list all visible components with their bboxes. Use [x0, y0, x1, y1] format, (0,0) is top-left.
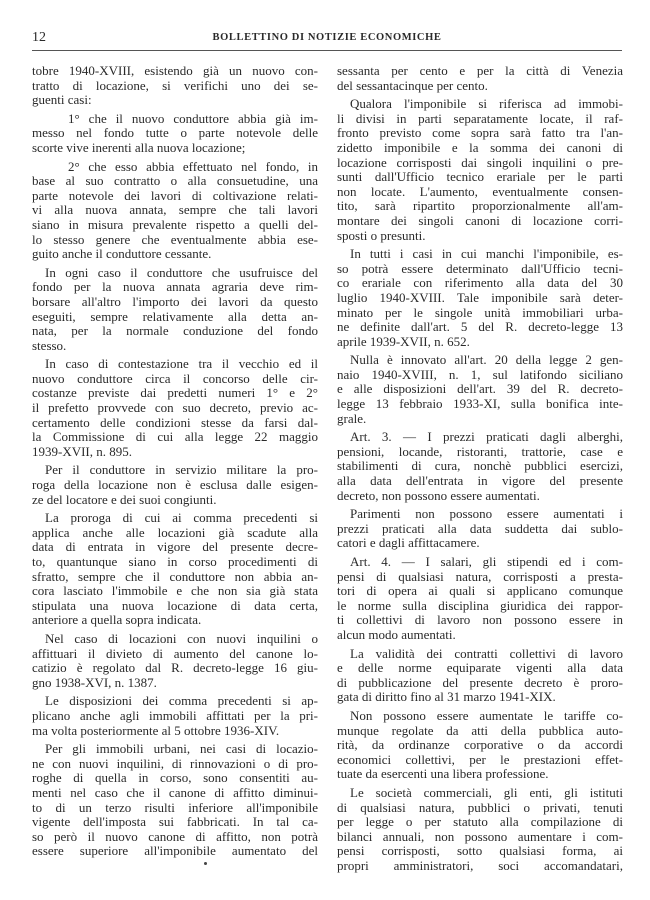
text-line: Non possono essere aumentate le tariffe co- — [350, 707, 623, 723]
text-line: base al suo contratto o alla consuetudine, una — [32, 173, 318, 189]
text-line: minato per le singole unità immobiliari urba- — [337, 304, 623, 320]
text-line: Le disposizioni dei comma precedenti si ap- — [45, 693, 318, 709]
paragraph — [32, 112, 318, 156]
text-line: Nel caso di locazioni con nuovi inquilini o — [45, 630, 318, 646]
text-line: e alle disposizioni dell'art. 39 del R. decreto- — [337, 381, 623, 397]
text-line: Per il conduttore in servizio militare la pro- — [45, 462, 318, 478]
text-line: 1° che il nuovo conduttore abbia già im- — [68, 110, 318, 126]
text-line: fondo per la nuova annata agraria deve rim- — [32, 279, 318, 295]
text-line: Parimenti non possono essere aumentati i — [350, 506, 623, 522]
text-line: nata, per la normale conduzione del fondo — [32, 323, 318, 339]
text-line: munque regolate da atti della pubblica auto- — [337, 722, 623, 738]
paragraph — [32, 632, 318, 690]
paragraph — [337, 555, 623, 643]
text-line: menti nel caso che il canone di affitto diminui- — [32, 784, 318, 800]
text-line: aprile 1939-XVII, n. 652. — [337, 333, 470, 349]
page-number: 12 — [32, 30, 46, 45]
text-line: scorte vive inerenti alla nuova locazione; — [32, 139, 246, 155]
text-line: eseguiti, sempre relativamente alla detta an- — [32, 308, 318, 324]
paragraph — [337, 786, 623, 874]
text-line: co erariale con riferimento alla data del 30 — [337, 275, 623, 291]
paragraph — [337, 647, 623, 705]
paragraph — [32, 742, 318, 859]
text-line: roga della locazione non è esclusa dalle esigen- — [32, 477, 318, 493]
text-line: ze del locatore e dei suoi congiunti. — [32, 491, 217, 507]
paragraph — [337, 709, 623, 782]
text-line: economici collettivi, per le prestazioni effet- — [337, 751, 623, 767]
text-line: Nulla è innovato all'art. 20 della legge 2 gen- — [350, 352, 623, 368]
text-line: sunti dall'Ufficio tecnico erariale per le parti — [337, 169, 623, 185]
text-line: messo nel fondo tutte o parte notevole delle — [32, 125, 318, 141]
text-line: nuovo conduttore circa il concorso delle cir- — [32, 370, 318, 386]
text-line: rità, da ordinanze corporative o da accordi — [337, 737, 623, 753]
text-line: La proroga di cui ai comma precedenti si — [45, 510, 318, 526]
text-line: gata di diritto fino al 31 marzo 1941-XIX. — [337, 689, 556, 705]
text-line: ti collettivi di lavoro non possono essere in — [337, 612, 623, 628]
text-line: vi alla nuova annata, sempre che tali lavori — [32, 202, 318, 218]
text-line: 1939-XVII, n. 895. — [32, 443, 133, 459]
text-line: cora lasciato l'immobile e che non sia già stata — [32, 583, 318, 599]
text-line: alcun modo aumentati. — [337, 626, 456, 642]
text-line: sessanta per cento e per la città di Venezia — [337, 63, 623, 78]
text-line: data di entrata in vigore del presente decre- — [32, 539, 318, 555]
text-line: montare dei singoli canoni di locazione corri- — [337, 212, 623, 228]
running-header — [32, 28, 622, 50]
text-line: Qualora l'imponibile si riferisca ad immobi- — [350, 96, 623, 112]
paragraph — [337, 247, 623, 349]
text-line: stipulata una nuova locazione di data certa, — [32, 597, 318, 613]
text-line: di qualsiasi natura, pubblici o privati, tenuti — [337, 799, 623, 815]
text-line: vigente dell'imposta sui fabbricati. In tal ca- — [32, 814, 318, 830]
text-line: affittuari il divieto di aumento del canone lo- — [32, 645, 318, 661]
text-line: le norme sulla disciplina giuridica dei rappor- — [337, 597, 623, 613]
text-line: fronto previsto come sopra sarà fatto tra l'an- — [337, 125, 623, 141]
text-line: Art. 4. — I salari, gli stipendi ed i com- — [350, 554, 623, 569]
text-line: zidetto imponibile e la somma dei canoni di — [337, 139, 623, 155]
text-line: roghe di quella in corso, sono consentiti au- — [32, 770, 318, 786]
text-line: li divisi in parti separatamente locate, il raf- — [337, 110, 623, 126]
paragraph — [337, 64, 623, 93]
text-line: pensi di qualsiasi natura, corrisposti a presta- — [337, 568, 623, 584]
paragraph — [32, 266, 318, 354]
print-speck — [204, 862, 207, 865]
paragraph — [32, 694, 318, 738]
text-line: applica anche alle locazioni già scadute alla — [32, 524, 318, 540]
paragraph — [32, 463, 318, 507]
text-line: propri amministratori, soci accomandatari, — [337, 857, 623, 873]
text-line: stabilimenti di cura, nonchè pubblici esercizi, — [337, 458, 623, 474]
text-line: pensi corrisposti, sotto qualsiasi forma, ai — [337, 843, 623, 859]
text-line: costanze previste dai predetti numeri 1° e 2° — [32, 385, 318, 401]
text-line: Art. 3. — I prezzi praticati dagli alberghi, — [350, 429, 623, 445]
text-line: 2° che esso abbia effettuato nel fondo, in — [68, 158, 318, 174]
text-line: guito anche il conduttore cessante. — [32, 246, 212, 262]
text-line: alla data dell'entrata in vigore del presente — [337, 473, 623, 489]
text-line: ne con nuovi inquilini, di rinnovazioni o di pro- — [32, 755, 318, 771]
text-line: to di un terzo risulti inferiore all'imponibile — [32, 799, 318, 815]
text-line: legge 13 febbraio 1933-XI, sulla bonifica inte- — [337, 396, 623, 412]
text-line: tori di opera ai quali si applicano comunque — [337, 583, 623, 599]
text-line: so potrà essere determinato dall'Ufficio tecni- — [337, 260, 623, 276]
text-line: stesso. — [32, 337, 67, 353]
paragraph — [32, 357, 318, 459]
text-line: tratto di locazione, si verifichi uno dei se- — [32, 77, 318, 93]
text-line: bilanci annuali, non possono aumentare i com- — [337, 828, 623, 844]
right-column — [337, 64, 623, 877]
text-line: borsare all'altro l'importo dei lavori da questo — [32, 293, 318, 309]
text-line: locazione corrisposti dai singoli inquilini o pre- — [337, 154, 623, 170]
text-line: Per gli immobili urbani, nei casi di locazio- — [45, 741, 318, 757]
text-line: catori e dagli affittacamere. — [337, 535, 480, 551]
text-line: certamento delle condizioni stesse da farsi dal- — [32, 414, 318, 430]
text-line: siano in misura prevalente rispetto a quelli del- — [32, 216, 318, 232]
text-line: parte notevole dei lavori di coltivazione relati- — [32, 187, 318, 203]
text-line: di pubblicazione del presente decreto è proro- — [337, 674, 623, 690]
header-rule — [32, 50, 622, 51]
paragraph — [337, 353, 623, 426]
text-line: La validità dei contratti collettivi di lavoro — [350, 645, 623, 661]
text-line: la Commissione di cui alla legge 22 maggio — [32, 429, 318, 445]
text-line: pensioni, locande, ristoranti, trattorie, case e — [337, 443, 623, 459]
text-line: essere superiore all'imponibile aumentato del — [32, 843, 318, 859]
paragraph — [337, 507, 623, 551]
text-line: so però il nuovo canone di affitto, non potrà — [32, 828, 318, 844]
text-line: In tutti i casi in cui manchi l'imponibile, es- — [350, 246, 623, 262]
text-line: Le società commerciali, gli enti, gli istituti — [350, 784, 623, 800]
text-line: ma volta posteriormente al 5 ottobre 1936-XIV. — [32, 722, 280, 738]
text-line: decreto, non possono essere aumentati. — [337, 487, 540, 503]
text-line: sfratto, sempre che il conduttore non abbia an- — [32, 568, 318, 584]
text-line: grale. — [337, 410, 367, 426]
journal-title: BOLLETTINO DI NOTIZIE ECONOMICHE — [212, 32, 442, 43]
text-line: naio 1940-XVIII, n. 1, sul latifondo siciliano — [337, 366, 623, 382]
text-line: plicano anche agli immobili affittati per la pri- — [32, 707, 318, 723]
text-line: tuate da esercenti una libera professione. — [337, 766, 549, 782]
text-line: gno 1938-XVI, n. 1387. — [32, 674, 157, 690]
paragraph — [32, 160, 318, 262]
left-column — [32, 64, 318, 863]
text-line: ne definite dall'art. 5 del R. decreto-legge 13 — [337, 319, 623, 335]
paragraph — [337, 97, 623, 243]
text-line: e delle norme equiparate vigenti alla data — [337, 660, 623, 676]
text-line: tobre 1940-XVIII, esistendo già un nuovo con- — [32, 63, 318, 78]
text-line: non locate. L'aumento, eventualmente consen- — [337, 183, 623, 199]
paragraph — [32, 64, 318, 108]
paragraph — [32, 511, 318, 628]
text-line: prezzi praticati alla data suddetta dai sublo- — [337, 520, 623, 536]
paragraph — [337, 430, 623, 503]
text-line: to, quantunque siano in corso procedimenti di — [32, 554, 318, 569]
text-line: sposti o presunti. — [337, 227, 426, 243]
text-line: tito, sarà ripartito proporzionalmente all'am- — [337, 198, 623, 214]
text-line: lo stesso genere che eventualmente abbia ese- — [32, 231, 318, 247]
text-line: luglio 1940-XVIII. Tale imponibile sarà deter- — [337, 289, 623, 305]
text-line: il prefetto provvede con suo decreto, previo ac- — [32, 400, 318, 416]
text-line: per legge o per statuto alla compilazione di — [337, 814, 623, 830]
text-line: anteriore a quella sopra indicata. — [32, 612, 202, 628]
text-line: del sessantacinque per cento. — [337, 77, 488, 93]
text-line: guenti casi: — [32, 92, 92, 108]
text-line: In caso di contestazione tra il vecchio ed il — [45, 356, 318, 372]
text-line: In ogni caso il conduttore che usufruisce del — [45, 264, 318, 280]
text-line: catizio è regolato dal R. decreto-legge 16 giu- — [32, 660, 318, 676]
